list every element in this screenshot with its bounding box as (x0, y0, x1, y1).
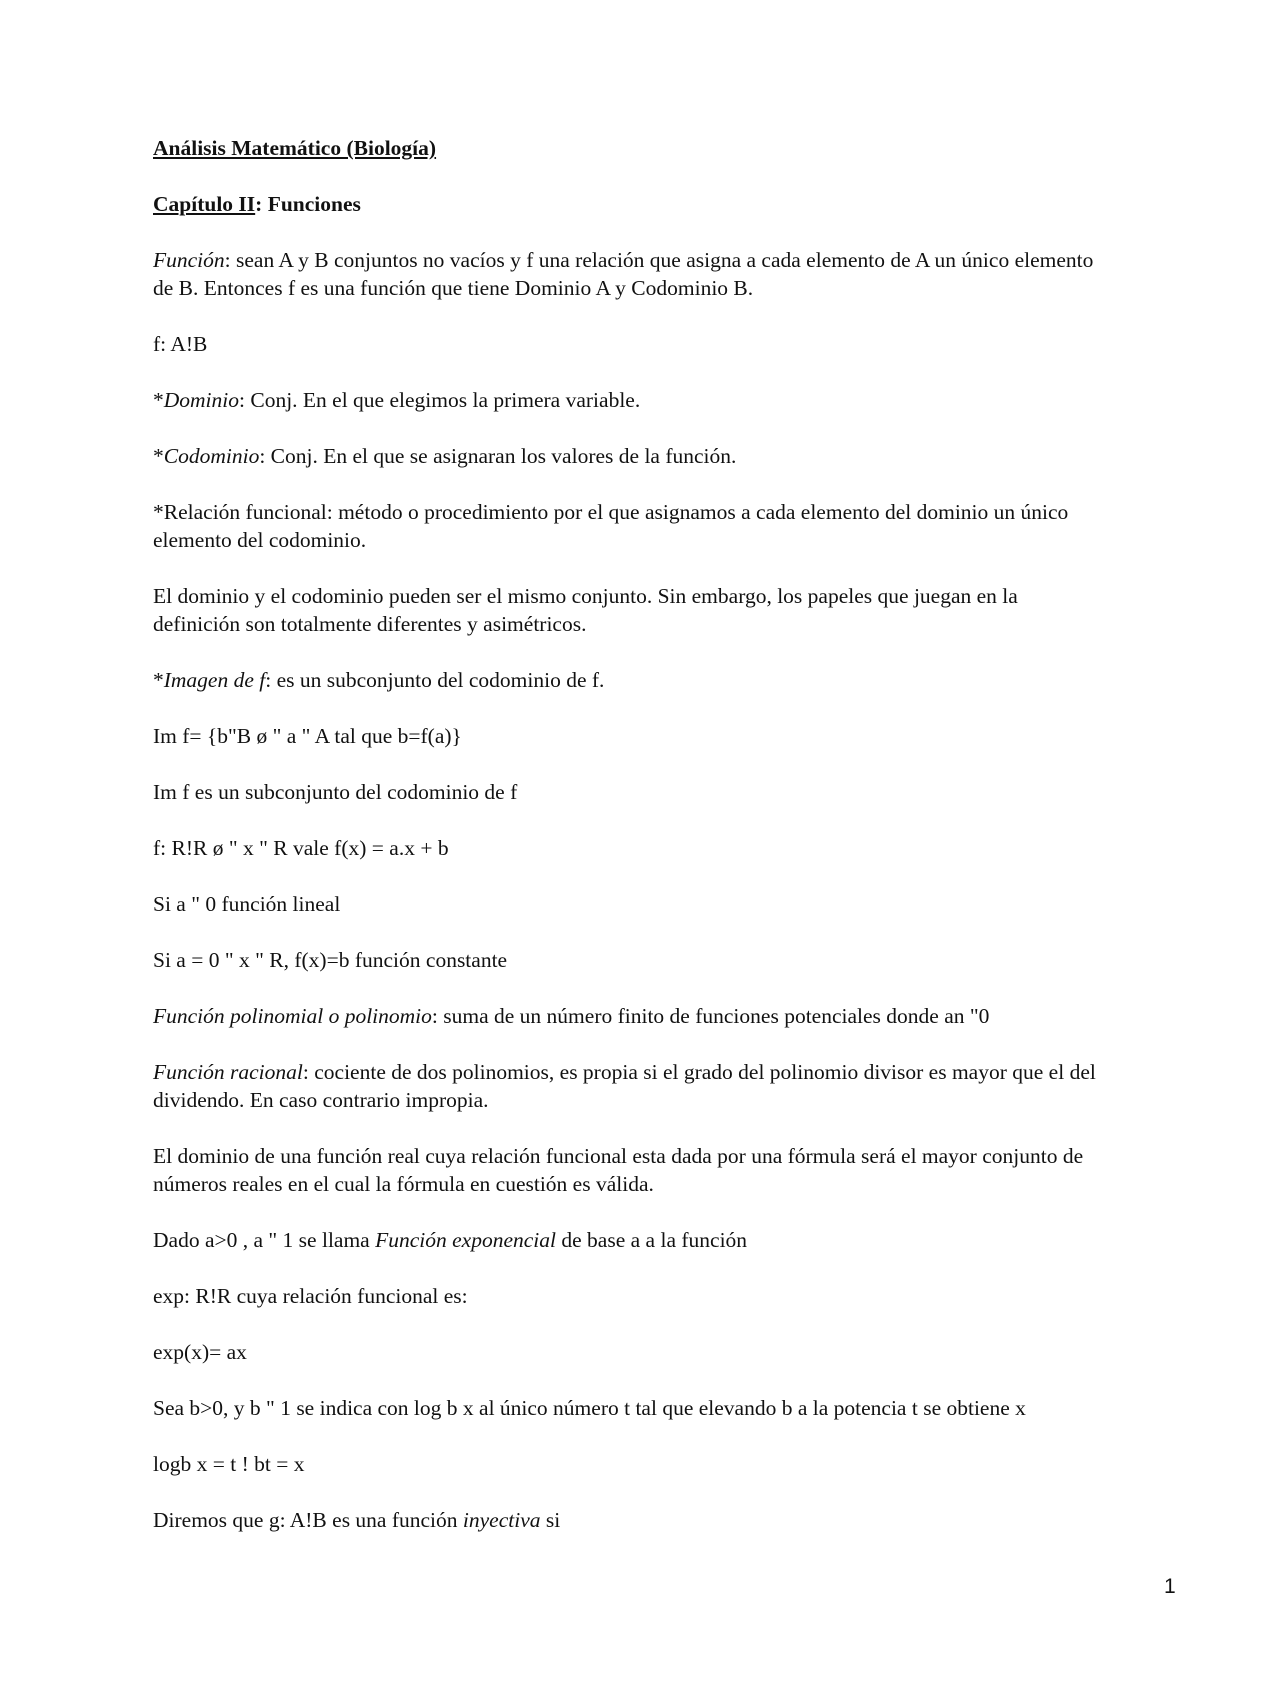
imagen-definition (153, 666, 604, 694)
inyectiva-term: inyectiva (462, 1508, 541, 1532)
exp-formula: exp(x)= ax (153, 1340, 247, 1364)
codominio-term: Codominio (163, 444, 260, 468)
imagen-prefix: * (153, 668, 164, 692)
im-set-formula: Im f= {b"B ø " a " A tal que b=f(a)} (153, 724, 462, 748)
codominio-text: : Conj. En el que se asignaran los valores de la función. (259, 444, 737, 468)
dominio-term: Dominio (163, 388, 239, 412)
racional-text: : cociente de dos polinomios, es propia si el grado del polinomio divisor es mayor que el del (302, 1060, 1096, 1084)
polinomial-definition (153, 1002, 989, 1030)
chapter-heading (153, 190, 361, 218)
codominio-definition (153, 442, 736, 470)
polinomial-text: : suma de un número finito de funciones potenciales donde an "0 (431, 1004, 990, 1028)
exponencial-after: de base a a la función (556, 1228, 748, 1252)
codominio-prefix: * (153, 444, 164, 468)
log-formula: logb x = t ! bt = x (153, 1452, 305, 1476)
dominio-definition (153, 386, 640, 414)
racional-term: Función racional (153, 1060, 303, 1084)
si-lineal-text: Si a " 0 función lineal (153, 892, 341, 916)
document-title: Análisis Matemático (Biología) (153, 136, 437, 160)
dominio-prefix: * (153, 388, 164, 412)
page-number: 1 (1164, 1575, 1176, 1598)
relacion-line2: elemento del codominio. (153, 528, 367, 552)
racional-line1 (153, 1058, 1096, 1086)
exp-map-text: exp: R!R cuya relación funcional es: (153, 1284, 468, 1308)
mismo-conjunto-line1: El dominio y el codominio pueden ser el mismo conjunto. Sin embargo, los papeles que juegan en la (153, 584, 1018, 608)
exponencial-term: Función exponencial (375, 1228, 557, 1252)
racional-line2: dividendo. En caso contrario impropia. (153, 1088, 489, 1112)
funcion-definition-line2: de B. Entonces f es una función que tiene Dominio A y Codominio B. (153, 276, 754, 300)
inyectiva-before: Diremos que g: A!B es una función (153, 1508, 463, 1532)
dominio-real-line2: números reales en el cual la fórmula en cuestión es válida. (153, 1172, 654, 1196)
dominio-real-line1: El dominio de una función real cuya relación funcional esta dada por una fórmula será el mayor conjunto de (153, 1144, 1084, 1168)
chapter-separator: : (255, 192, 263, 216)
polinomial-term: Función polinomial o polinomio (153, 1004, 432, 1028)
f-lineal-formula: f: R!R ø " x " R vale f(x) = a.x + b (153, 836, 449, 860)
chapter-name: Funciones (262, 192, 361, 216)
chapter-label: Capítulo II (153, 192, 256, 216)
mismo-conjunto-line2: definición son totalmente diferentes y asimétricos. (153, 612, 587, 636)
dominio-text: : Conj. En el que elegimos la primera variable. (239, 388, 641, 412)
si-constante-text: Si a = 0 " x " R, f(x)=b función constante (153, 948, 508, 972)
relacion-line1: *Relación funcional: método o procedimiento por el que asignamos a cada elemento del dominio un único (153, 500, 1069, 524)
imagen-text: : es un subconjunto del codominio de f. (265, 668, 605, 692)
funcion-text: : sean A y B conjuntos no vacíos y f una relación que asigna a cada elemento de A un único elemento (224, 248, 1094, 272)
log-definition: Sea b>0, y b " 1 se indica con log b x al único número t tal que elevando b a la potencia t se obtiene x (153, 1396, 1026, 1420)
funcion-definition-line1 (153, 246, 1093, 274)
f-map-formula: f: A!B (153, 332, 208, 356)
exponencial-before: Dado a>0 , a " 1 se llama (153, 1228, 376, 1252)
inyectiva-after: si (540, 1508, 561, 1532)
inyectiva-definition (153, 1506, 560, 1534)
im-subset-text: Im f es un subconjunto del codominio de f (153, 780, 518, 804)
imagen-term: Imagen de f (163, 668, 266, 692)
funcion-term: Función (153, 248, 225, 272)
exponencial-definition (153, 1226, 747, 1254)
